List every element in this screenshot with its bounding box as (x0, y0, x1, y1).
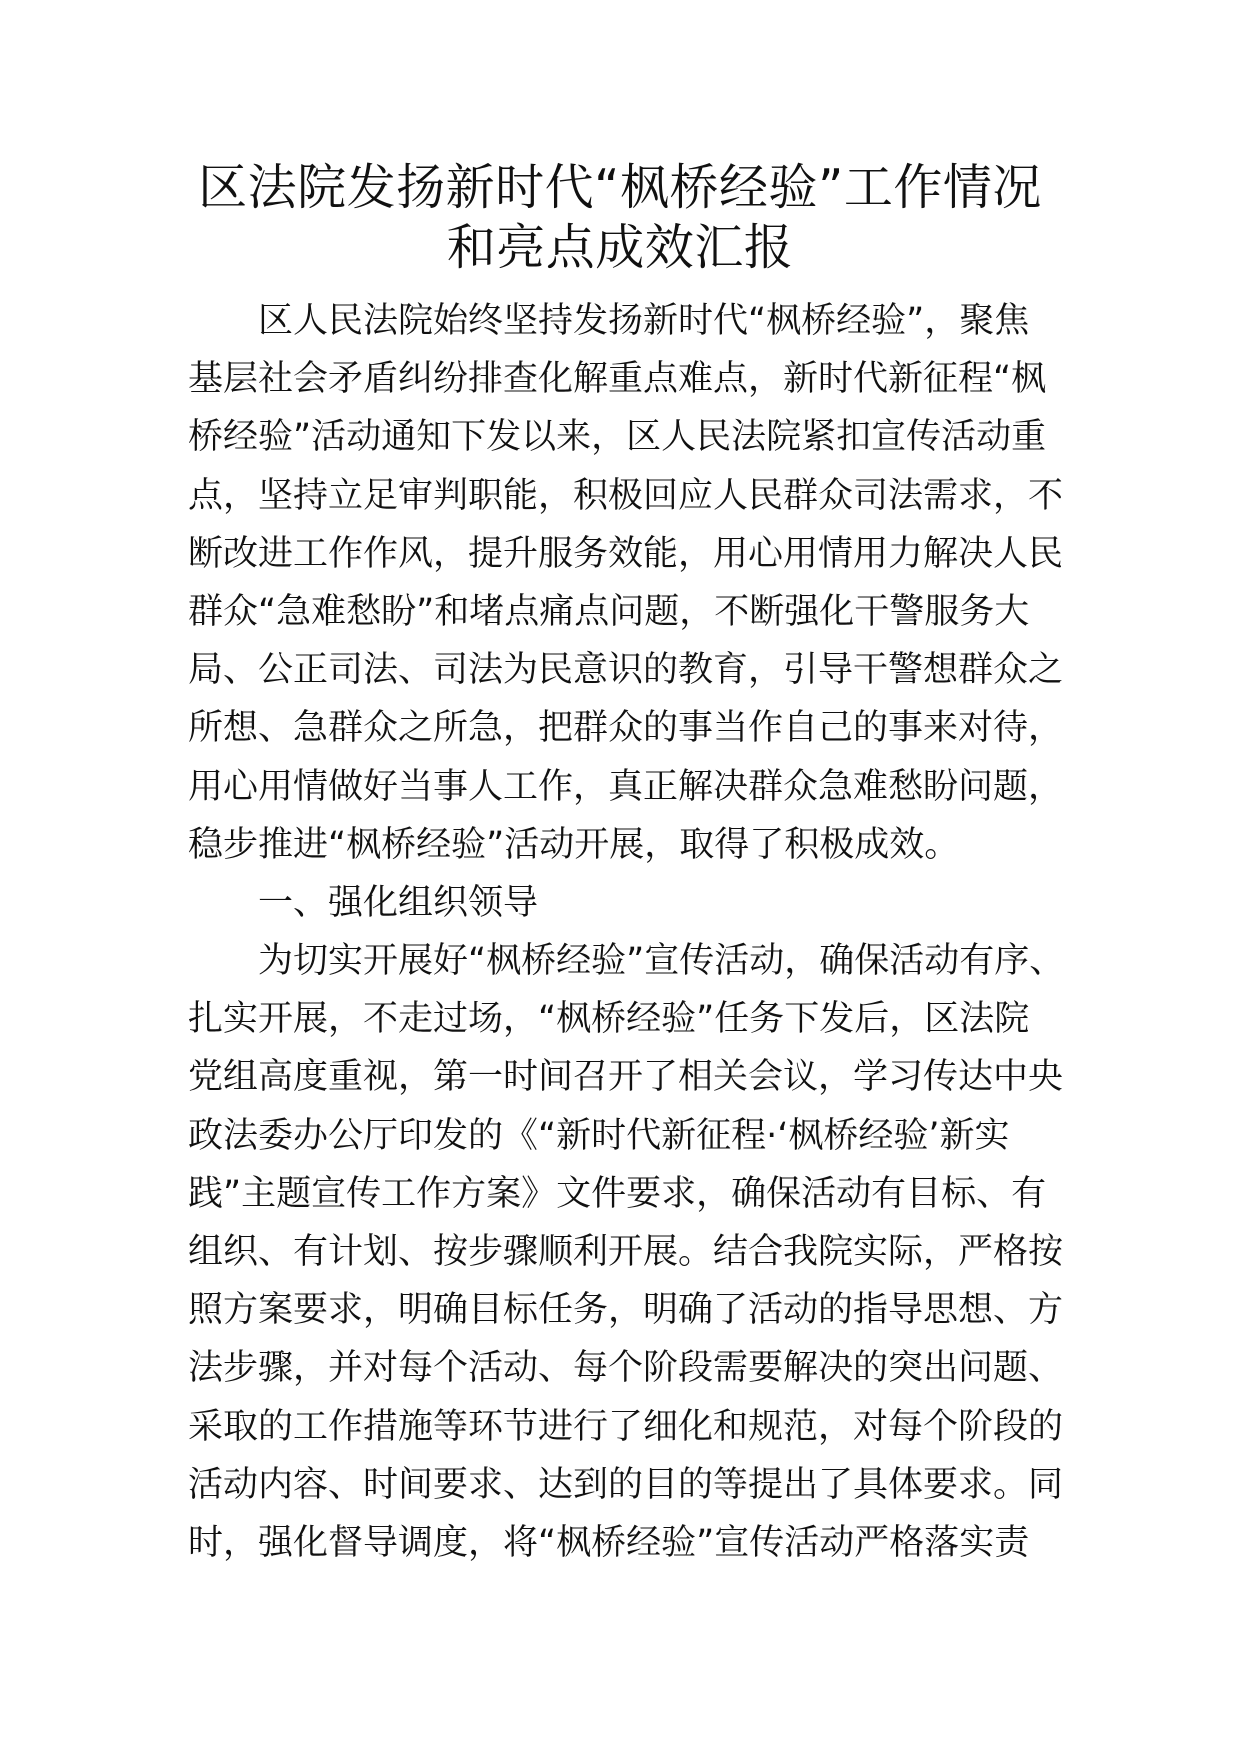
title-line-2: 和亮点成效汇报 (446, 219, 794, 276)
paragraph-section-one (188, 932, 1068, 1572)
document-title (150, 158, 1090, 278)
text-line: 采取的工作措施等环节进行了细化和规范，对每个阶段的 (188, 1406, 1064, 1447)
title-line-1: 区法院发扬新时代“枫桥经验”工作情况 (198, 159, 1042, 216)
text-line: 桥经验”活动通知下发以来，区人民法院紧扣宣传活动重 (188, 417, 1047, 458)
text-line: 党组高度重视，第一时间召开了相关会议，学习传达中央 (188, 1057, 1064, 1098)
text-line: 组织、有计划、按步骤顺利开展。结合我院实际，严格按 (188, 1232, 1064, 1272)
section-heading (188, 874, 1068, 932)
text-line: 点，坚持立足审判职能，积极回应人民群众司法需求，不 (188, 475, 1064, 516)
paragraph-intro (188, 292, 1068, 874)
text-line: 政法委办公厅印发的《“新时代新征程·‘枫桥经验’新实 (188, 1115, 1010, 1156)
text-line: 群众“急难愁盼”和堵点痛点问题，不断强化干警服务大 (188, 591, 1030, 632)
heading-line: 一、强化组织领导 (258, 882, 539, 923)
text-line: 扎实开展，不走过场，“枫桥经验”任务下发后，区法院 (188, 999, 1030, 1040)
text-line: 稳步推进“枫桥经验”活动开展，取得了积极成效。 (188, 824, 960, 865)
text-line: 所想、急群众之所急，把群众的事当作自己的事来对待， (188, 708, 1064, 749)
text-line: 法步骤，并对每个活动、每个阶段需要解决的突出问题、 (188, 1348, 1064, 1389)
text-line: 践”主题宣传工作方案》文件要求，确保活动有目标、有 (188, 1173, 1047, 1214)
text-line: 活动内容、时间要求、达到的目的等提出了具体要求。同 (188, 1464, 1064, 1505)
text-line: 基层社会矛盾纠纷排查化解重点难点，新时代新征程“枫 (188, 359, 1047, 400)
text-line: 照方案要求，明确目标任务，明确了活动的指导思想、方 (188, 1290, 1064, 1331)
text-line: 局、公正司法、司法为民意识的教育，引导干警想群众之 (188, 650, 1064, 691)
text-line: 断改进工作作风，提升服务效能，用心用情用力解决人民 (188, 533, 1064, 574)
text-line: 用心用情做好当事人工作，真正解决群众急难愁盼问题， (188, 766, 1064, 807)
text-line: 区人民法院始终坚持发扬新时代“枫桥经验”，聚焦 (258, 301, 1030, 341)
text-line: 时，强化督导调度，将“枫桥经验”宣传活动严格落实责 (188, 1522, 1030, 1563)
text-line: 为切实开展好“枫桥经验”宣传活动，确保活动有序、 (258, 941, 1065, 982)
document-body (188, 292, 1068, 1572)
